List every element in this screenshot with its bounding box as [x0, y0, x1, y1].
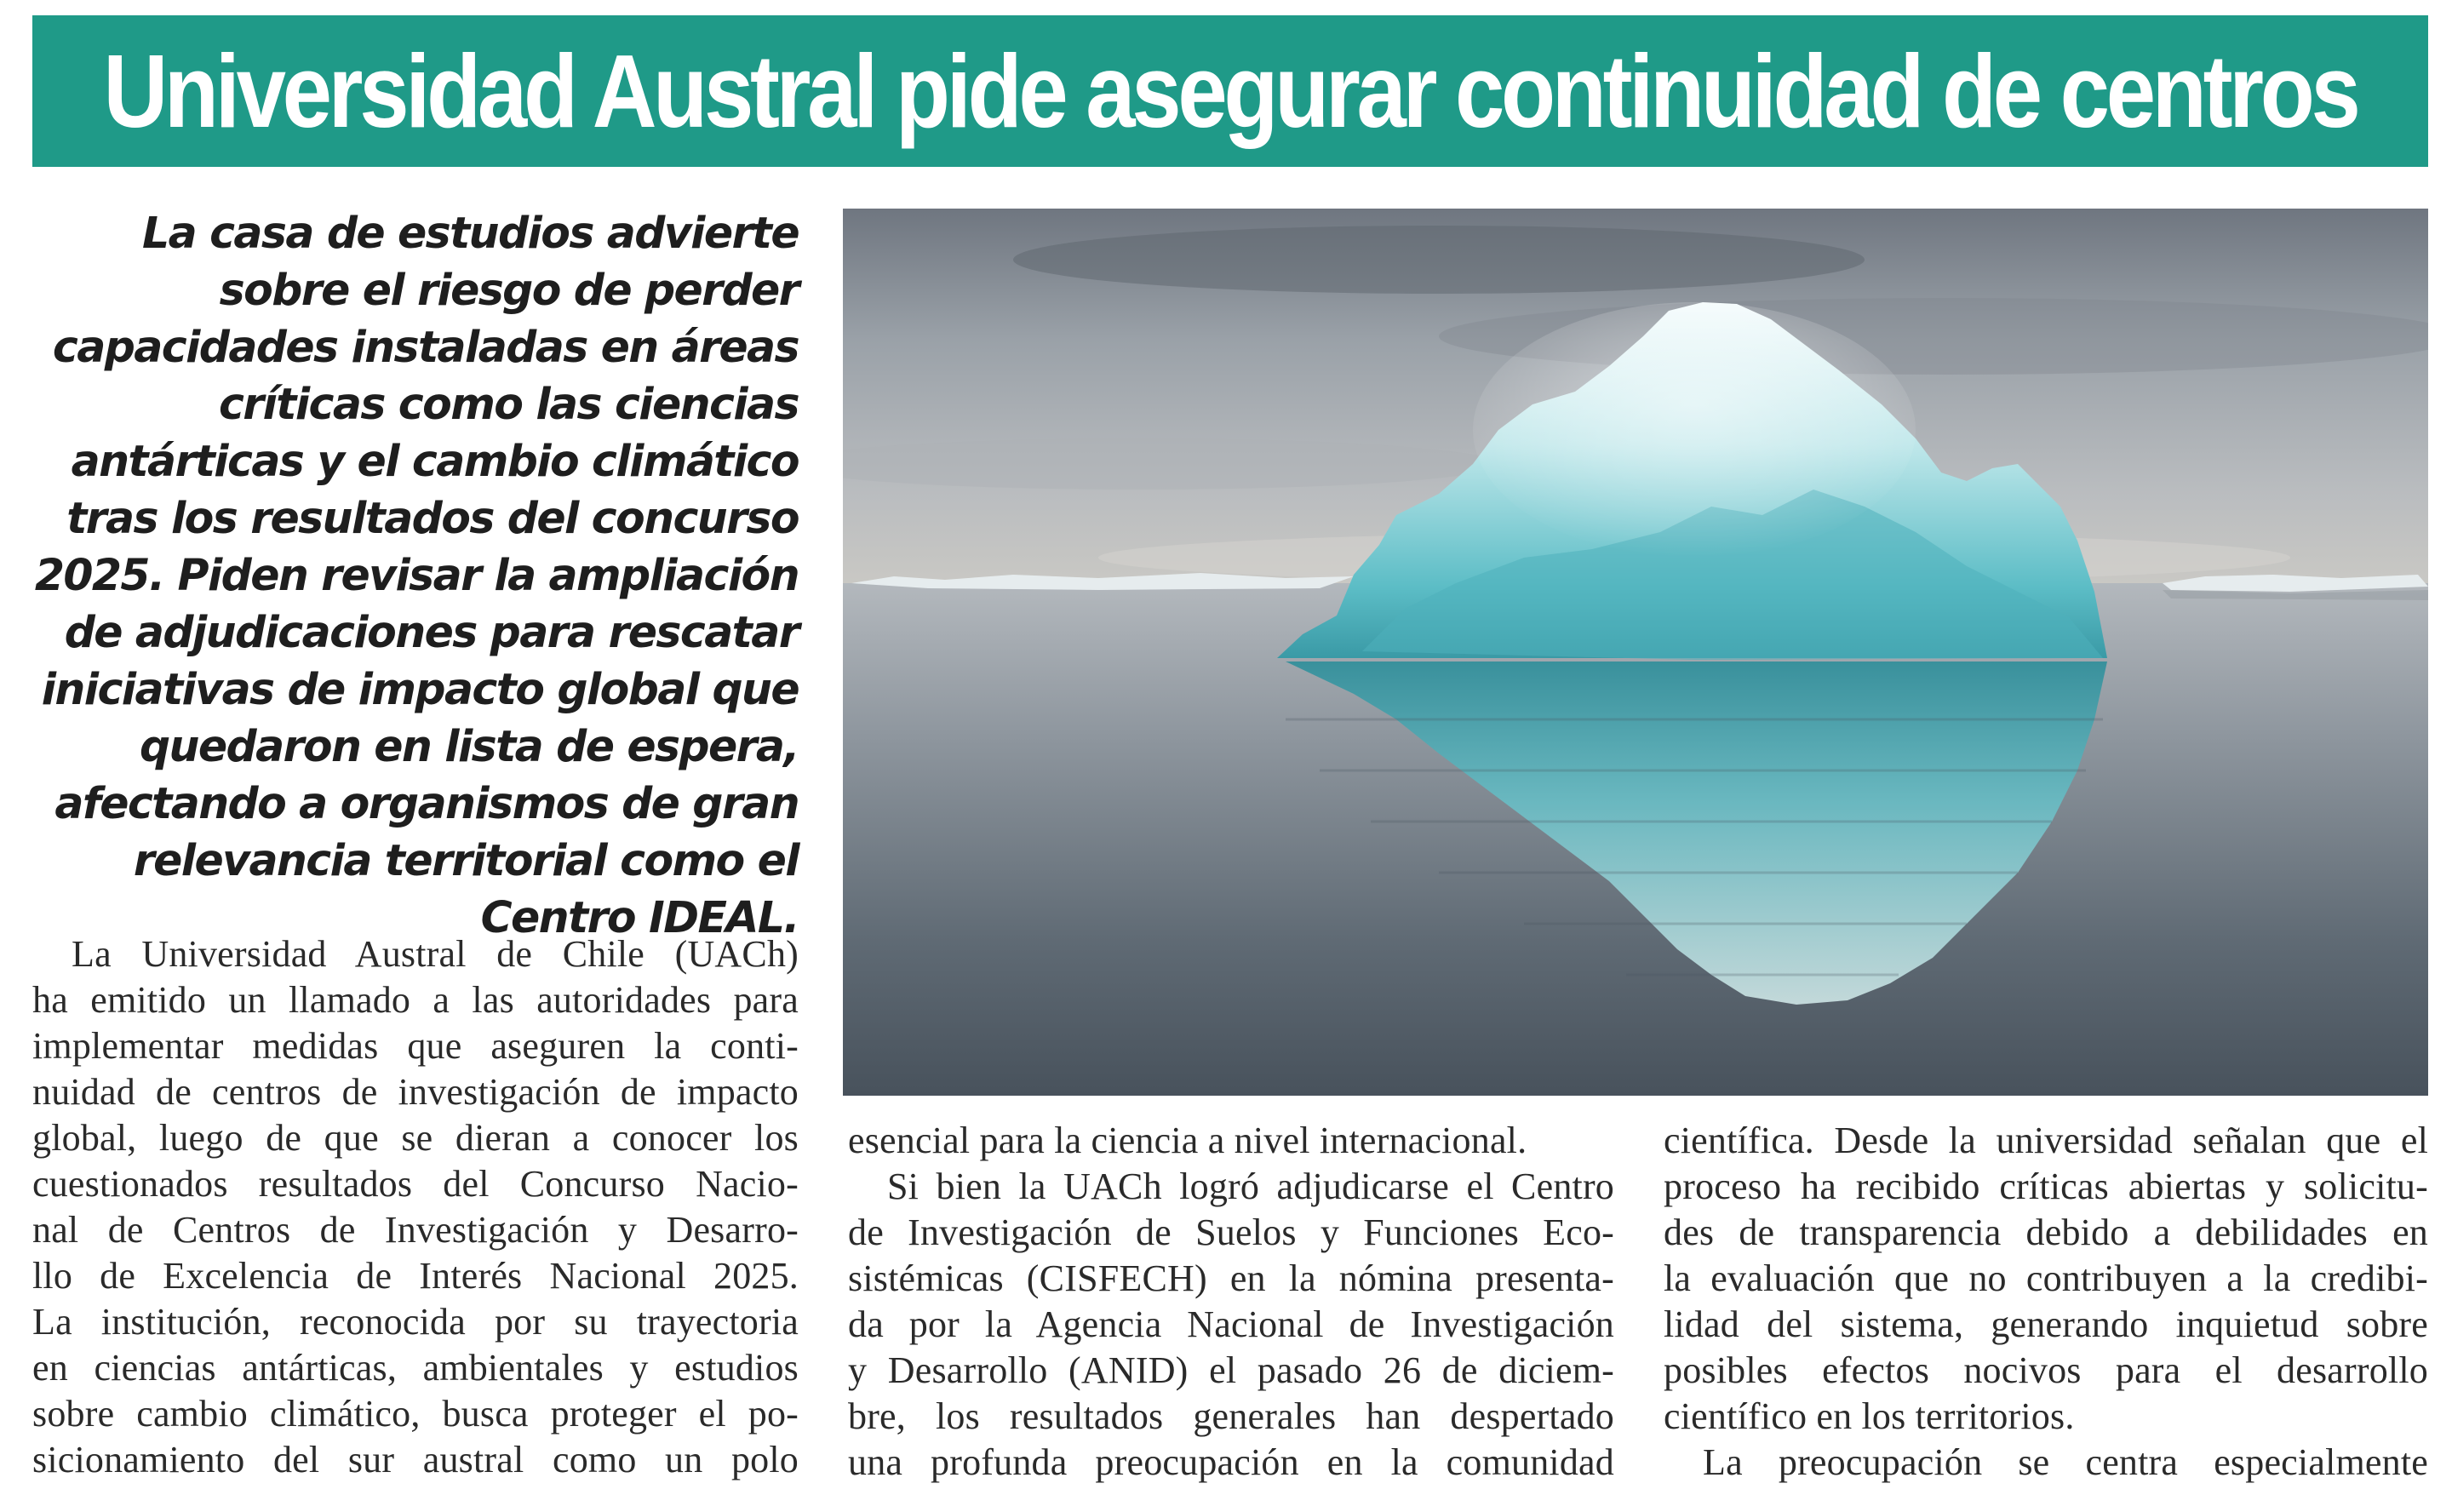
text-line: científica. Desde la universidad señalan que el [1664, 1120, 2428, 1161]
text-line: sicionamiento del sur austral como un polo [32, 1439, 799, 1480]
text-line: des de transparencia debido a debilidades en [1664, 1211, 2428, 1253]
text-line: Si bien la UACh logró adjudicarse el Centro [887, 1166, 1614, 1207]
text-line: La Universidad Austral de Chile (UACh) [72, 933, 799, 975]
text-line: llo de Excelencia de Interés Nacional 2025. [32, 1255, 799, 1297]
text-line: sobre cambio climático, busca proteger el po- [32, 1393, 799, 1435]
iceberg-photo [843, 209, 2428, 1096]
text-line: la evaluación que no contribuyen a la credibi- [1664, 1257, 2428, 1299]
text-line: La preocupación se centra especialmente [1703, 1441, 2428, 1483]
text-line: de Investigación de Suelos y Funciones Eco- [848, 1211, 1614, 1253]
text-line: global, luego de que se dieran a conocer los [32, 1117, 799, 1159]
text-line: científico en los territorios. [1664, 1395, 2075, 1437]
text-line: lidad del sistema, generando inquietud sobre [1664, 1303, 2428, 1345]
text-line: esencial para la ciencia a nivel internacional. [848, 1120, 1527, 1161]
text-line: en ciencias antárticas, ambientales y estudios [32, 1347, 799, 1389]
text-line: nal de Centros de Investigación y Desarro- [32, 1209, 799, 1251]
headline-banner [32, 15, 2428, 167]
lead-paragraph: La casa de estudios advierte sobre el riesgo de perder capacidades instaladas en áreas críticas como las ciencias antárticas y el cambio climático tras los resultados del concurso 2025. Piden revisar la ampliación de adjudicaciones para rescatar iniciativas de impacto global que quedaron en lista de espera, afectando a organismos de gran relevancia territorial como el Centro IDEAL. [34, 208, 799, 942]
text-line: La institución, reconocida por su trayectoria [32, 1301, 799, 1343]
text-line: implementar medidas que aseguren la conti- [32, 1025, 799, 1067]
text-line: una profunda preocupación en la comunidad [848, 1441, 1614, 1483]
text-line: ha emitido un llamado a las autoridades para [32, 979, 799, 1021]
column-1 [32, 931, 799, 1483]
text-line: proceso ha recibido críticas abiertas y solicitu- [1664, 1166, 2428, 1207]
headline: Universidad Austral pide asegurar continuidad de centros [103, 33, 2357, 149]
text-line: posibles efectos nocivos para el desarrollo [1664, 1349, 2428, 1391]
text-line: da por la Agencia Nacional de Investigación [848, 1303, 1614, 1345]
column-3 [1664, 1118, 2428, 1486]
text-line: bre, los resultados generales han despertado [848, 1395, 1614, 1437]
text-line: cuestionados resultados del Concurso Nacio- [32, 1163, 799, 1205]
text-line: nuidad de centros de investigación de impacto [32, 1071, 799, 1113]
column-2 [848, 1118, 1614, 1486]
text-line: sistémicas (CISFECH) en la nómina presenta- [848, 1257, 1614, 1299]
text-line: y Desarrollo (ANID) el pasado 26 de diciem- [848, 1349, 1614, 1391]
